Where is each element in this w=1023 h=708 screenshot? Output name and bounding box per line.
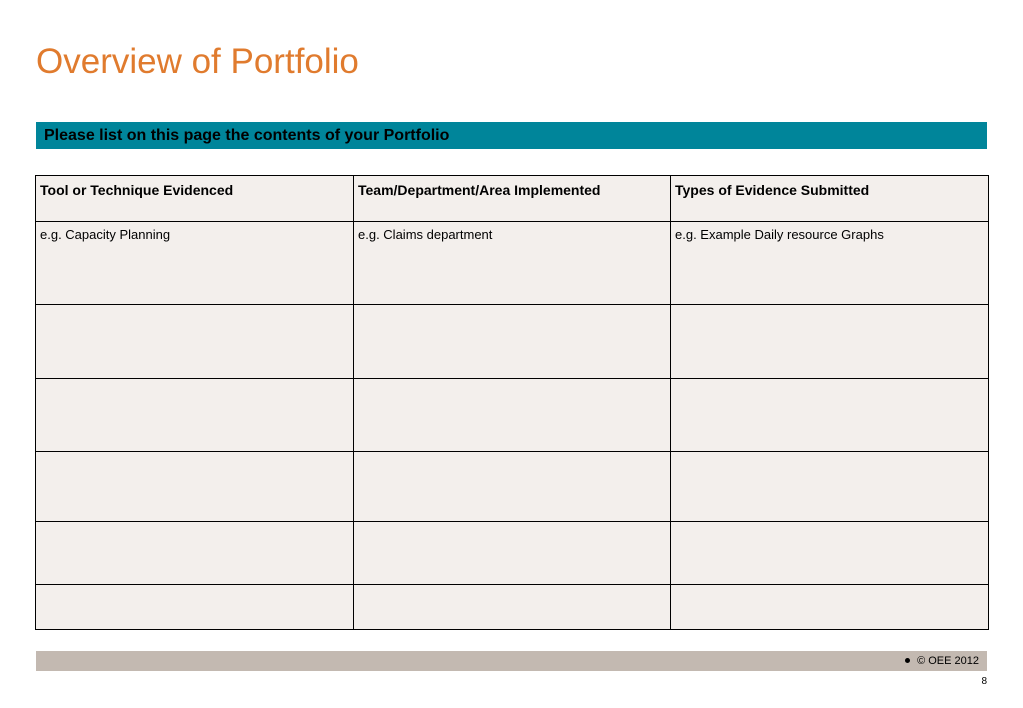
column-header-evidence: Types of Evidence Submitted (671, 176, 989, 222)
table-cell-team[interactable]: e.g. Claims department (354, 222, 671, 305)
table-cell-team[interactable] (354, 305, 671, 379)
table-cell-tool[interactable] (36, 585, 354, 630)
table-cell-tool[interactable] (36, 305, 354, 379)
table-cell-team[interactable] (354, 452, 671, 522)
table-cell-team[interactable] (354, 379, 671, 452)
table-cell-tool[interactable] (36, 379, 354, 452)
table-cell-tool[interactable]: e.g. Capacity Planning (36, 222, 354, 305)
column-header-tool: Tool or Technique Evidenced (36, 176, 354, 222)
page-title: Overview of Portfolio (36, 42, 359, 81)
table-row (36, 585, 989, 630)
bullet-icon (905, 658, 910, 663)
instruction-banner (36, 122, 987, 149)
table-cell-evidence[interactable] (671, 522, 989, 585)
table-cell-team[interactable] (354, 585, 671, 630)
copyright-text: © OEE 2012 (917, 655, 979, 667)
table-cell-team[interactable] (354, 522, 671, 585)
table-row (36, 379, 989, 452)
table-cell-evidence[interactable] (671, 452, 989, 522)
table-cell-tool[interactable] (36, 452, 354, 522)
column-header-team: Team/Department/Area Implemented (354, 176, 671, 222)
table-cell-evidence[interactable] (671, 585, 989, 630)
table-row (36, 305, 989, 379)
table-cell-evidence[interactable] (671, 379, 989, 452)
table-row (36, 222, 989, 305)
table-row (36, 522, 989, 585)
footer-copyright (905, 654, 979, 668)
instruction-text: Please list on this page the contents of your Portfolio (44, 127, 450, 144)
portfolio-table (35, 175, 989, 630)
table-row (36, 452, 989, 522)
table-header-row (36, 176, 989, 222)
table-cell-evidence[interactable] (671, 305, 989, 379)
page-number: 8 (981, 676, 987, 687)
table-cell-evidence[interactable]: e.g. Example Daily resource Graphs (671, 222, 989, 305)
footer-bar (36, 651, 987, 671)
table-cell-tool[interactable] (36, 522, 354, 585)
